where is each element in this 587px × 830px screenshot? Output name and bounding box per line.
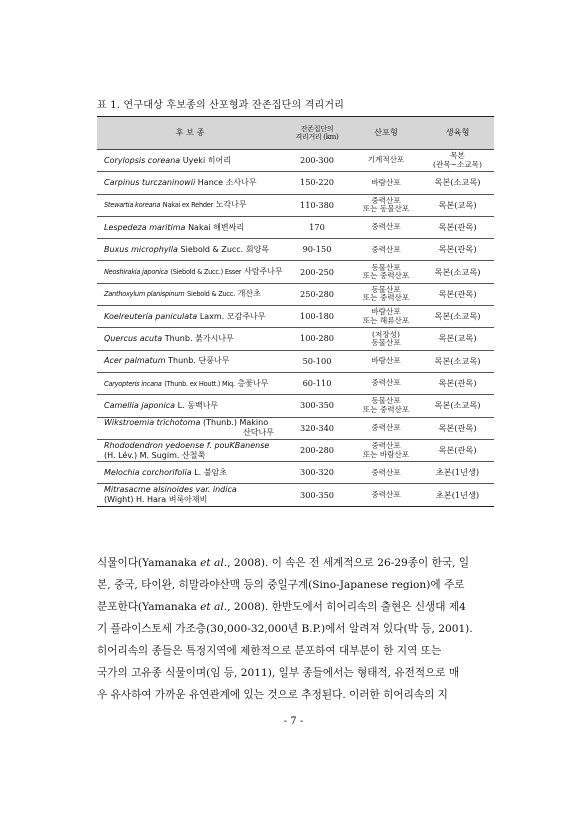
scientific-name: Melochia corchorifolia <box>104 467 192 477</box>
table-row <box>97 417 494 439</box>
species-name-cell <box>97 439 283 461</box>
dispersal-cell: (저장성) 동물산포 <box>351 328 421 350</box>
paragraph-line: 기 플라이스토세 가조층(30,000-32,000년 B.P.)에서 알려져 있다(박 등, 2001). <box>97 623 473 635</box>
distance-cell: 50-100 <box>283 350 351 372</box>
table-row <box>97 194 494 216</box>
table-row <box>97 261 494 283</box>
lifeform-cell: 목본(소교목) <box>421 306 494 328</box>
body-paragraph <box>97 552 499 706</box>
lifeform-cell: 목본(소교목) <box>421 261 494 283</box>
dispersal-cell: 바람산포 또는 해류산포 <box>351 306 421 328</box>
lifeform-cell: 초본(1년생) <box>421 462 494 484</box>
lifeform-cell: 목본(교목) <box>421 194 494 216</box>
korean-name: 산닥나무 <box>243 428 274 438</box>
species-name-cell <box>97 328 283 350</box>
author-name: Hance <box>197 177 224 187</box>
species-name-cell <box>97 484 283 506</box>
species-name-cell <box>97 239 283 261</box>
header-distance: 잔존집단의 격리거리 (km) <box>283 117 351 150</box>
species-name-cell <box>97 216 283 238</box>
species-name-cell <box>97 395 283 417</box>
lifeform-cell: 목본(소교목) <box>421 350 494 372</box>
lifeform-cell: 목본(관목) <box>421 216 494 238</box>
author-name: Uyeki <box>182 155 206 165</box>
author-name: Siebold & Zucc. <box>187 290 235 299</box>
table-row <box>97 395 494 417</box>
distance-cell: 200-280 <box>283 439 351 461</box>
table-row <box>97 216 494 238</box>
dispersal-cell: 동물산포 또는 중력산포 <box>351 283 421 305</box>
author-name: Thunb. <box>164 334 193 344</box>
dispersal-cell: 바람산포 <box>351 350 421 372</box>
species-table <box>97 116 494 507</box>
scientific-name: Koelreuteria paniculata <box>104 311 198 321</box>
paragraph-line: 식물이다(Yamanaka et al., 2008). 이 속은 전 세계적으로 26-29종이 한국, 일 <box>97 557 470 569</box>
distance-cell: 300-320 <box>283 462 351 484</box>
author-name: (Thunb.) Makino <box>202 418 269 428</box>
table-row <box>97 439 494 461</box>
korean-name: 단풍나무 <box>198 356 230 366</box>
species-name-cell <box>97 283 283 305</box>
korean-name: 해변싸리 <box>213 222 245 232</box>
distance-cell: 200-300 <box>283 150 351 172</box>
scientific-name: Carpinus turczaninowii <box>104 177 196 187</box>
species-name-cell <box>97 261 283 283</box>
distance-cell: 150-220 <box>283 172 351 194</box>
dispersal-cell: 중력산포 <box>351 239 421 261</box>
dispersal-cell: 중력산포 <box>351 372 421 394</box>
page-number: - 7 - <box>283 716 304 727</box>
table-row <box>97 462 494 484</box>
author-name: (Siebold & Zucc.) Esser <box>170 268 242 277</box>
species-name-cell <box>97 372 283 394</box>
paragraph-line: 히어리속의 종들은 특정지역에 제한적으로 분포하여 대부분이 한 지역 또는 <box>97 645 442 657</box>
author-name: (Wight) H. Hara <box>104 495 167 505</box>
distance-cell: 250-280 <box>283 283 351 305</box>
scientific-name: Camellia japonica <box>104 400 176 410</box>
species-name-cell <box>97 150 283 172</box>
author-name: Nakai <box>188 222 211 232</box>
table-row <box>97 172 494 194</box>
distance-cell: 170 <box>283 216 351 238</box>
lifeform-cell: 목본(관목) <box>421 439 494 461</box>
dispersal-cell: 중력산포 <box>351 216 421 238</box>
dispersal-cell: 동물산포 또는 중력산포 <box>351 261 421 283</box>
author-name: (Thunb. ex Houtt.) Miq. <box>164 379 235 388</box>
author-name: (H. Lév.) M. Sugim. <box>104 450 180 460</box>
lifeform-cell: 목본(관목) <box>421 417 494 439</box>
korean-name: 벼룩아재비 <box>168 495 208 505</box>
header-lifeform: 생육형 <box>421 117 494 150</box>
scientific-name: Wikstroemia trichotoma <box>104 418 201 428</box>
korean-name: 산철쭉 <box>182 450 206 460</box>
author-name: L. <box>194 467 202 477</box>
scientific-name: Stewartia koreana <box>104 201 161 210</box>
scientific-name: Caryopteris incana <box>104 379 162 388</box>
dispersal-cell: 중력산포 또는 바람산포 <box>351 439 421 461</box>
korean-name: 층꽃나무 <box>237 378 269 388</box>
species-name-cell <box>97 350 283 372</box>
lifeform-cell: 목본(소교목) <box>421 395 494 417</box>
distance-cell: 300-350 <box>283 484 351 506</box>
dispersal-cell: 동물산포 또는 중력산포 <box>351 395 421 417</box>
distance-cell: 110-380 <box>283 194 351 216</box>
scientific-name: Rhododendron yedoense f. pouKBanense <box>104 440 270 450</box>
lifeform-cell: 목본(관목) <box>421 372 494 394</box>
species-name-cell <box>97 172 283 194</box>
table-row <box>97 306 494 328</box>
lifeform-cell: 목본 (관목~소교목) <box>421 150 494 172</box>
table-row <box>97 484 494 506</box>
dispersal-cell: 바람산포 <box>351 172 421 194</box>
korean-name: 불암초 <box>203 467 227 477</box>
dispersal-cell: 중력산포 또는 동물산포 <box>351 194 421 216</box>
lifeform-cell: 목본(관목) <box>421 283 494 305</box>
distance-cell: 60-110 <box>283 372 351 394</box>
dispersal-cell: 중력산포 <box>351 462 421 484</box>
table-row <box>97 328 494 350</box>
scientific-name: Neoshirakia japonica <box>104 268 168 277</box>
korean-name: 회양목 <box>245 244 270 254</box>
scientific-name: Buxus microphylla <box>104 244 178 254</box>
distance-cell: 320-340 <box>283 417 351 439</box>
korean-name: 히어리 <box>207 155 231 165</box>
author-name: L. <box>177 400 185 410</box>
dispersal-cell: 중력산포 <box>351 484 421 506</box>
species-name-cell <box>97 194 283 216</box>
scientific-name: Lespedeza maritima <box>104 222 186 232</box>
table-caption: 표 1. 연구대상 후보종의 산포형과 잔존집단의 격리거리 <box>97 100 345 111</box>
paragraph-line: 분포한다(Yamanaka et al., 2008). 한반도에서 히어리속의 출현은 신생대 제4 <box>97 601 466 613</box>
species-name-cell <box>97 417 283 439</box>
header-dispersal: 산포형 <box>351 117 421 150</box>
table-header-row <box>97 117 494 150</box>
paragraph-line: 본, 중국, 타이완, 히말라야산맥 등의 중일구계(Sino-Japanese region)에 주로 <box>97 579 465 591</box>
distance-cell: 200-250 <box>283 261 351 283</box>
scientific-name: Zanthoxylum planispinum <box>104 290 185 299</box>
paragraph-line: 우 유사하여 가까운 유연관계에 있는 것으로 추정된다. 이러한 히어리속의 지 <box>97 689 448 701</box>
lifeform-cell: 초본(1년생) <box>421 484 494 506</box>
author-name: Laxm. <box>199 311 225 321</box>
korean-name: 사람주나무 <box>243 267 283 277</box>
lifeform-cell: 목본(관목) <box>421 239 494 261</box>
author-name: Thunb. <box>168 356 196 366</box>
table-row <box>97 350 494 372</box>
author-name: Siebold & Zucc. <box>180 244 244 254</box>
species-name-cell <box>97 462 283 484</box>
distance-cell: 100-280 <box>283 328 351 350</box>
korean-name: 소사나무 <box>225 177 257 187</box>
korean-name: 모감주나무 <box>226 311 266 321</box>
scientific-name: Acer palmatum <box>104 356 166 366</box>
dispersal-cell: 기계적산포 <box>351 150 421 172</box>
lifeform-cell: 목본(교목) <box>421 328 494 350</box>
lifeform-cell: 목본(소교목) <box>421 172 494 194</box>
table-row <box>97 283 494 305</box>
table-row <box>97 372 494 394</box>
header-species: 후 보 종 <box>97 117 283 150</box>
table-row <box>97 150 494 172</box>
scientific-name: Corylopsis coreana <box>104 155 181 165</box>
korean-name: 동백나무 <box>187 400 219 410</box>
korean-name: 붉가시나무 <box>195 334 234 344</box>
table-row <box>97 239 494 261</box>
dispersal-cell: 중력산포 <box>351 417 421 439</box>
species-name-cell <box>97 306 283 328</box>
distance-cell: 100-180 <box>283 306 351 328</box>
korean-name: 개산초 <box>237 289 261 299</box>
distance-cell: 300-350 <box>283 395 351 417</box>
korean-name: 노각나무 <box>215 200 247 210</box>
scientific-name: Mitrasacme alsinoides var. indica <box>104 485 237 495</box>
paragraph-line: 국가의 고유종 식물이며(임 등, 2011), 일부 종들에서는 형태적, 유전적으로 매 <box>97 667 460 679</box>
scientific-name: Quercus acuta <box>104 334 163 344</box>
author-name: Nakai ex Rehder <box>162 201 214 210</box>
distance-cell: 90-150 <box>283 239 351 261</box>
